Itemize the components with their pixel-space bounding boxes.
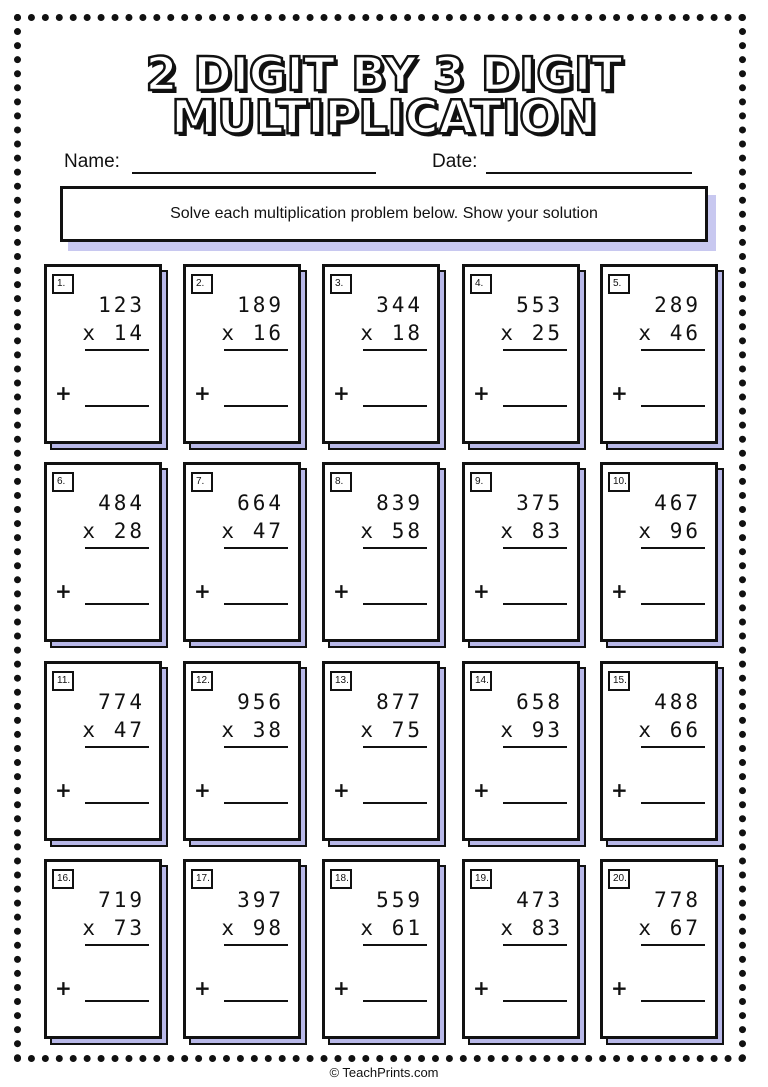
card-face <box>44 661 162 841</box>
answer-line[interactable] <box>641 405 705 407</box>
card-face <box>44 859 162 1039</box>
problem-card <box>183 859 311 1051</box>
problem-card <box>183 264 311 456</box>
problem-number: 10. <box>608 472 630 492</box>
product-rule <box>363 944 427 946</box>
problem-card <box>600 264 728 456</box>
multiplicand: 344 <box>376 293 423 317</box>
multiplier: x 93 <box>500 718 563 742</box>
card-face <box>44 264 162 444</box>
problem-card <box>44 859 172 1051</box>
card-face <box>322 661 440 841</box>
answer-line[interactable] <box>641 1000 705 1002</box>
plus-sign: + <box>473 579 490 603</box>
plus-sign: + <box>55 976 72 1000</box>
answer-line[interactable] <box>641 603 705 605</box>
product-rule <box>503 547 567 549</box>
card-face <box>600 661 718 841</box>
multiplicand: 778 <box>654 888 701 912</box>
multiplicand: 123 <box>98 293 145 317</box>
answer-line[interactable] <box>641 802 705 804</box>
worksheet-title-line-2: MULTIPLICATION <box>171 90 597 144</box>
plus-sign: + <box>55 778 72 802</box>
multiplier: x 58 <box>360 519 423 543</box>
problem-card <box>462 859 590 1051</box>
multiplicand: 467 <box>654 491 701 515</box>
product-rule <box>641 944 705 946</box>
plus-sign: + <box>333 579 350 603</box>
multiplier: x 66 <box>638 718 701 742</box>
answer-line[interactable] <box>85 1000 149 1002</box>
problem-number: 8. <box>330 472 352 492</box>
problem-number: 18. <box>330 869 352 889</box>
problem-card <box>44 264 172 456</box>
problem-number: 14. <box>470 671 492 691</box>
answer-line[interactable] <box>363 1000 427 1002</box>
copyright-footer: © TeachPrints.com <box>329 1065 439 1080</box>
multiplicand: 289 <box>654 293 701 317</box>
plus-sign: + <box>333 381 350 405</box>
plus-sign: + <box>611 381 628 405</box>
problem-card <box>462 661 590 853</box>
problem-card <box>462 462 590 654</box>
product-rule <box>363 547 427 549</box>
multiplicand: 877 <box>376 690 423 714</box>
product-rule <box>641 746 705 748</box>
answer-line[interactable] <box>363 802 427 804</box>
multiplier: x 28 <box>82 519 145 543</box>
plus-sign: + <box>333 976 350 1000</box>
multiplicand: 553 <box>516 293 563 317</box>
multiplier: x 83 <box>500 519 563 543</box>
multiplier: x 98 <box>221 916 284 940</box>
problem-number: 20. <box>608 869 630 889</box>
card-face <box>462 264 580 444</box>
answer-line[interactable] <box>224 1000 288 1002</box>
multiplier: x 18 <box>360 321 423 345</box>
answer-line[interactable] <box>503 405 567 407</box>
card-face <box>322 462 440 642</box>
name-field[interactable] <box>132 172 376 174</box>
date-field[interactable] <box>486 172 692 174</box>
card-face <box>183 859 301 1039</box>
multiplier: x 38 <box>221 718 284 742</box>
problem-number: 2. <box>191 274 213 294</box>
plus-sign: + <box>194 381 211 405</box>
plus-sign: + <box>55 381 72 405</box>
multiplicand: 375 <box>516 491 563 515</box>
multiplier: x 96 <box>638 519 701 543</box>
problem-card <box>322 264 450 456</box>
plus-sign: + <box>611 579 628 603</box>
problem-card <box>183 462 311 654</box>
multiplicand: 774 <box>98 690 145 714</box>
multiplier: x 47 <box>82 718 145 742</box>
card-face <box>183 462 301 642</box>
product-rule <box>641 547 705 549</box>
problem-number: 3. <box>330 274 352 294</box>
multiplicand: 559 <box>376 888 423 912</box>
product-rule <box>363 349 427 351</box>
problem-number: 4. <box>470 274 492 294</box>
instructions-text: Solve each multiplication problem below. Show your solution <box>170 205 598 222</box>
card-face <box>183 661 301 841</box>
problem-number: 12. <box>191 671 213 691</box>
plus-sign: + <box>473 976 490 1000</box>
multiplicand: 658 <box>516 690 563 714</box>
multiplicand: 189 <box>237 293 284 317</box>
card-face <box>322 264 440 444</box>
product-rule <box>85 547 149 549</box>
product-rule <box>363 746 427 748</box>
problem-number: 17. <box>191 869 213 889</box>
product-rule <box>224 547 288 549</box>
product-rule <box>641 349 705 351</box>
multiplier: x 67 <box>638 916 701 940</box>
problem-number: 1. <box>52 274 74 294</box>
multiplicand: 488 <box>654 690 701 714</box>
multiplier: x 73 <box>82 916 145 940</box>
worksheet-title-line-1: 2 DIGIT BY 3 DIGIT <box>145 47 623 101</box>
card-face <box>462 462 580 642</box>
card-face <box>600 264 718 444</box>
answer-line[interactable] <box>224 405 288 407</box>
product-rule <box>85 349 149 351</box>
plus-sign: + <box>473 381 490 405</box>
plus-sign: + <box>473 778 490 802</box>
product-rule <box>224 349 288 351</box>
card-face <box>462 661 580 841</box>
problem-card <box>600 661 728 853</box>
problem-number: 7. <box>191 472 213 492</box>
multiplier: x 16 <box>221 321 284 345</box>
problem-card <box>322 859 450 1051</box>
multiplier: x 47 <box>221 519 284 543</box>
card-face <box>462 859 580 1039</box>
problem-card <box>600 462 728 654</box>
plus-sign: + <box>194 778 211 802</box>
answer-line[interactable] <box>363 405 427 407</box>
name-label: Name: <box>64 151 120 172</box>
product-rule <box>224 746 288 748</box>
problem-number: 9. <box>470 472 492 492</box>
plus-sign: + <box>55 579 72 603</box>
answer-line[interactable] <box>503 802 567 804</box>
multiplier: x 14 <box>82 321 145 345</box>
product-rule <box>503 746 567 748</box>
multiplicand: 956 <box>237 690 284 714</box>
product-rule <box>503 349 567 351</box>
plus-sign: + <box>611 778 628 802</box>
answer-line[interactable] <box>85 405 149 407</box>
answer-line[interactable] <box>363 603 427 605</box>
multiplier: x 83 <box>500 916 563 940</box>
plus-sign: + <box>194 579 211 603</box>
multiplicand: 719 <box>98 888 145 912</box>
problem-number: 15. <box>608 671 630 691</box>
answer-line[interactable] <box>224 603 288 605</box>
answer-line[interactable] <box>503 1000 567 1002</box>
card-face <box>322 859 440 1039</box>
answer-line[interactable] <box>503 603 567 605</box>
plus-sign: + <box>611 976 628 1000</box>
instructions-box <box>60 186 708 242</box>
multiplier: x 75 <box>360 718 423 742</box>
product-rule <box>224 944 288 946</box>
problem-card <box>44 661 172 853</box>
answer-line[interactable] <box>85 603 149 605</box>
problem-number: 13. <box>330 671 352 691</box>
multiplicand: 484 <box>98 491 145 515</box>
multiplier: x 25 <box>500 321 563 345</box>
card-face <box>600 462 718 642</box>
problem-card <box>44 462 172 654</box>
plus-sign: + <box>333 778 350 802</box>
product-rule <box>85 944 149 946</box>
multiplier: x 46 <box>638 321 701 345</box>
multiplicand: 473 <box>516 888 563 912</box>
product-rule <box>85 746 149 748</box>
multiplicand: 839 <box>376 491 423 515</box>
date-label: Date: <box>432 151 478 172</box>
multiplier: x 61 <box>360 916 423 940</box>
multiplicand: 397 <box>237 888 284 912</box>
problem-card <box>462 264 590 456</box>
problem-number: 19. <box>470 869 492 889</box>
card-face <box>44 462 162 642</box>
problem-number: 11. <box>52 671 74 691</box>
problem-number: 5. <box>608 274 630 294</box>
card-face <box>600 859 718 1039</box>
plus-sign: + <box>194 976 211 1000</box>
problem-card <box>183 661 311 853</box>
problem-card <box>322 661 450 853</box>
problem-card <box>600 859 728 1051</box>
multiplicand: 664 <box>237 491 284 515</box>
card-face <box>183 264 301 444</box>
problem-card <box>322 462 450 654</box>
answer-line[interactable] <box>224 802 288 804</box>
problem-number: 16. <box>52 869 74 889</box>
answer-line[interactable] <box>85 802 149 804</box>
problem-number: 6. <box>52 472 74 492</box>
product-rule <box>503 944 567 946</box>
